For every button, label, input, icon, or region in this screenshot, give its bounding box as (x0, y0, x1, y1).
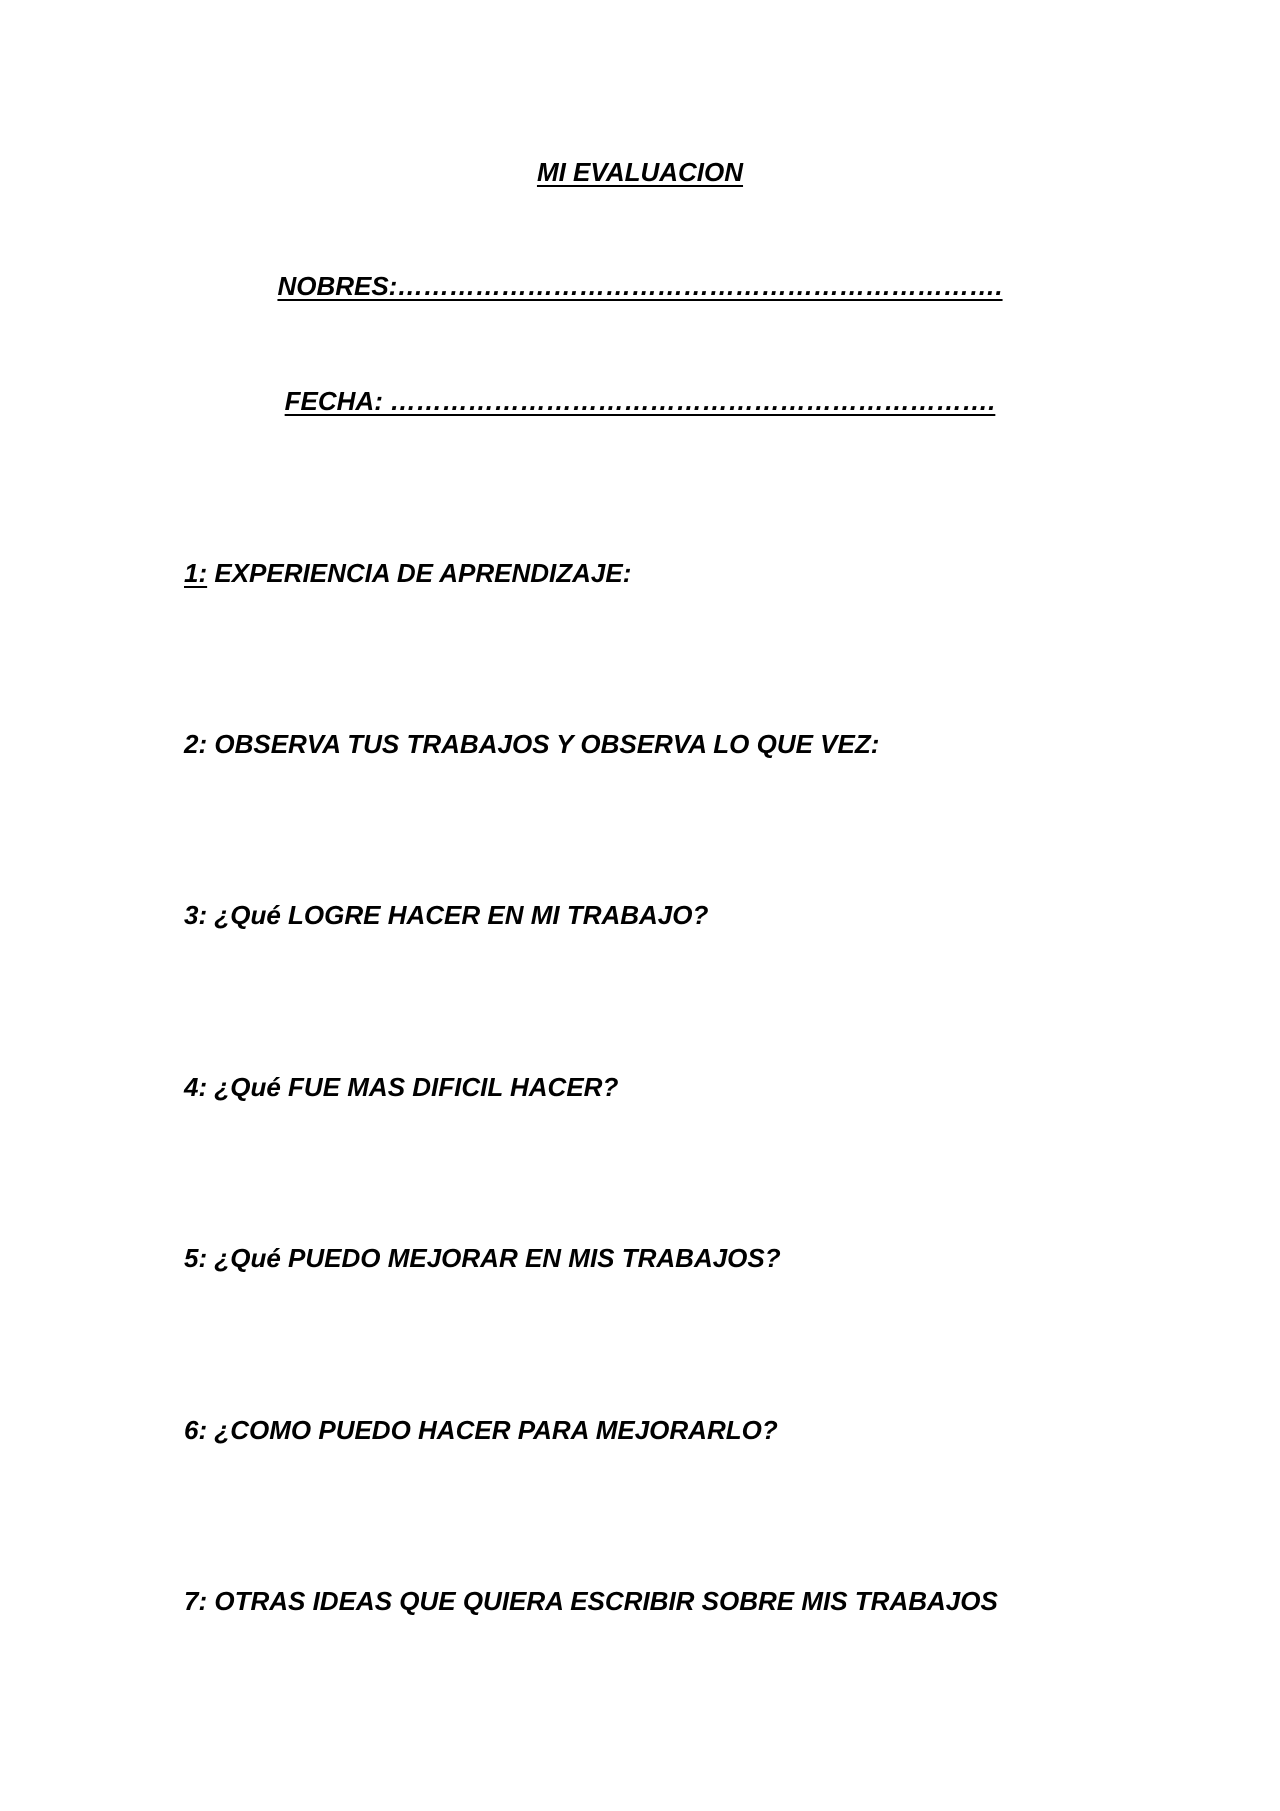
question-text: OTRAS IDEAS QUE QUIERA ESCRIBIR SOBRE MIS TRABAJOS (214, 1586, 998, 1616)
question-number: 4: (184, 1072, 208, 1102)
question-number: 7: (184, 1586, 208, 1616)
question-number: 5: (184, 1243, 208, 1273)
question-number: 6: (184, 1415, 208, 1445)
question-text: OBSERVA TUS TRABAJOS Y OBSERVA LO QUE VEZ: (214, 729, 880, 759)
question-5 (184, 1242, 781, 1274)
name-field-label: NOBRES:……………………………………………………………. (277, 271, 1003, 301)
question-7 (184, 1585, 998, 1617)
question-text: ¿Qué FUE MAS DIFICIL HACER? (214, 1072, 619, 1102)
question-text: ¿Qué LOGRE HACER EN MI TRABAJO? (214, 900, 709, 930)
question-4 (184, 1071, 618, 1103)
question-number: 2: (184, 729, 208, 759)
question-number: 1: (184, 558, 208, 588)
question-2 (184, 728, 879, 760)
question-6 (184, 1414, 778, 1446)
date-field (0, 385, 1280, 417)
name-field (0, 270, 1280, 302)
question-text: ¿COMO PUEDO HACER PARA MEJORARLO? (214, 1415, 778, 1445)
question-1 (184, 557, 631, 589)
question-number: 3: (184, 900, 208, 930)
document-title: MI EVALUACION (536, 157, 744, 187)
question-3 (184, 899, 708, 931)
question-text: EXPERIENCIA DE APRENDIZAJE: (214, 558, 632, 588)
question-text: ¿Qué PUEDO MEJORAR EN MIS TRABAJOS? (214, 1243, 781, 1273)
date-field-label: FECHA: ……………………………………………………………. (284, 386, 996, 416)
